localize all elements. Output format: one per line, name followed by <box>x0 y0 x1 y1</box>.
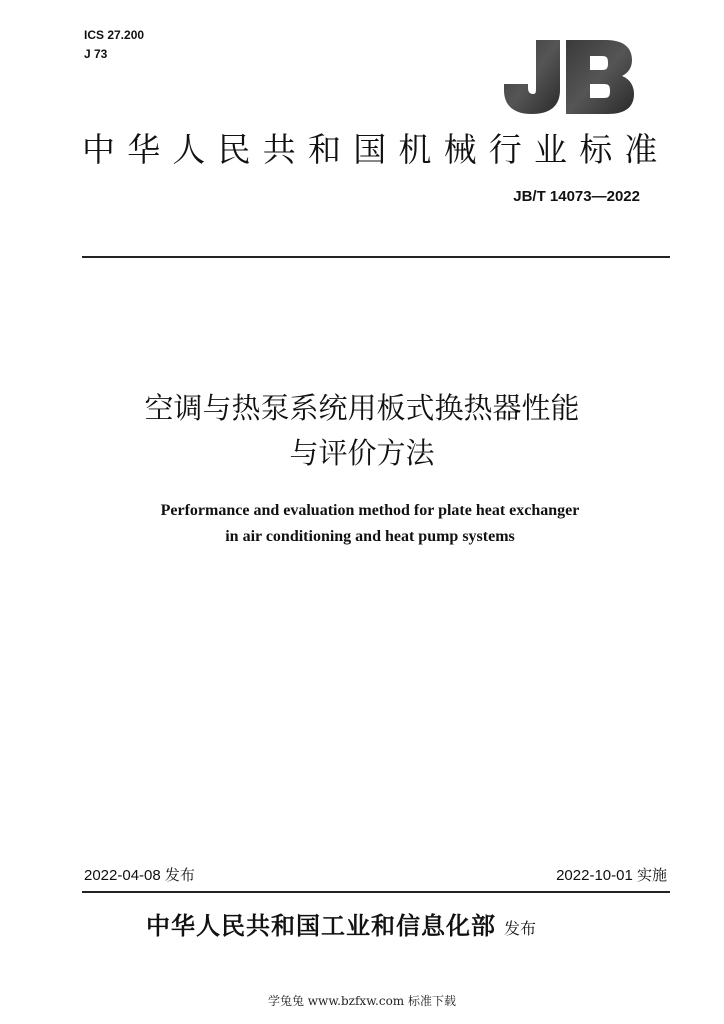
chinese-title-line-2: 与评价方法 <box>289 436 435 470</box>
implementation-date: 2022-10-01 实施 <box>556 867 667 884</box>
ccs-code: J 73 <box>84 47 108 61</box>
publisher-line <box>146 906 536 949</box>
ics-code: ICS 27.200 <box>84 28 145 42</box>
english-title-line-1: Performance and evaluation method for plate heat exchanger <box>160 502 580 519</box>
industry-standard-title: 中华人民共和国机械行业标准 <box>82 130 670 169</box>
publisher-action: 发布 <box>504 919 537 938</box>
publisher-org: 中华人民共和国工业和信息化部 <box>146 912 496 940</box>
top-divider <box>82 256 670 258</box>
jb-logo <box>502 38 636 116</box>
standard-number: JB/T 14073—2022 <box>513 188 640 205</box>
footer-watermark-text: 学兔兔 www.bzfxw.com 标准下载 <box>267 994 457 1008</box>
english-title-line-2: in air conditioning and heat pump systems <box>225 528 515 545</box>
chinese-title-line-1: 空调与热泵系统用板式换热器性能 <box>144 391 580 425</box>
bottom-divider <box>82 891 670 893</box>
issue-date: 2022-04-08 发布 <box>84 867 195 884</box>
